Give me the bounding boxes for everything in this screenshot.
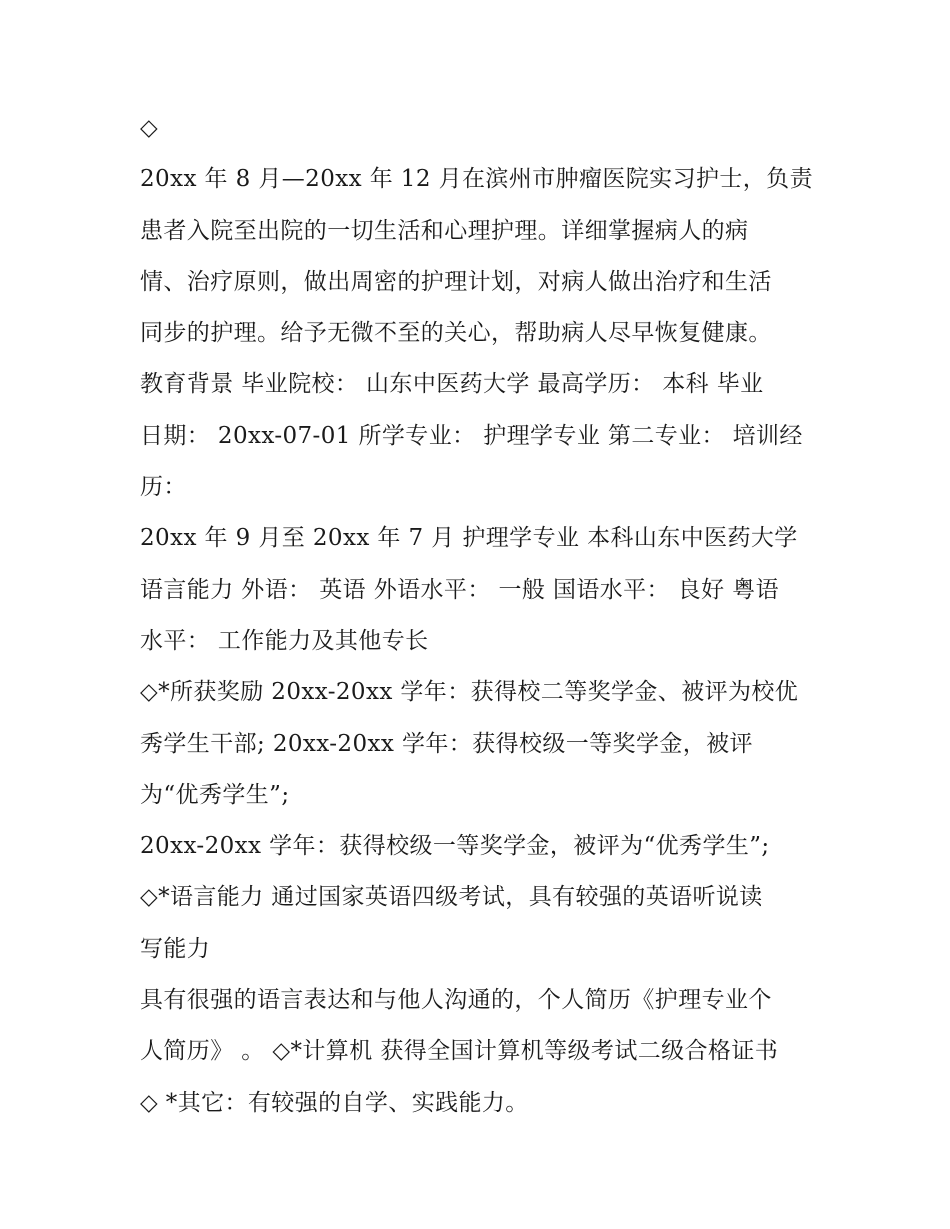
language-ability-line-1: ◇*语言能力 通过国家英语四级考试，具有较强的英语听说读 bbox=[140, 884, 763, 911]
internship-line-3: 情、治疗原则，做出周密的护理计划，对病人做出治疗和生活 bbox=[140, 268, 772, 295]
education-line-3: 历： bbox=[140, 474, 187, 501]
training-line: 20xx 年 9 月至 20xx 年 7 月 护理学专业 本科山东中医药大学 bbox=[140, 525, 798, 552]
bullet-line: ◇ bbox=[140, 115, 159, 141]
internship-line-1: 20xx 年 8 月—20xx 年 12 月在滨州市肿瘤医院实习护士，负责 bbox=[140, 166, 813, 193]
resume-text-body bbox=[140, 103, 820, 1129]
language-line-2: 水平： 工作能力及其他专长 bbox=[140, 627, 429, 654]
language-ability-line-2: 写能力 bbox=[140, 935, 211, 962]
awards-line-4: 20xx-20xx 学年：获得校级一等奖学金，被评为“优秀学生”; bbox=[140, 833, 770, 860]
internship-line-2: 患者入院至出院的一切生活和心理护理。详细掌握病人的病 bbox=[140, 217, 749, 244]
education-line-1: 教育背景 毕业院校： 山东中医药大学 最高学历： 本科 毕业 bbox=[140, 371, 764, 398]
internship-line-4: 同步的护理。给予无微不至的关心，帮助病人尽早恢复健康。 bbox=[140, 320, 772, 347]
awards-line-1: ◇*所获奖励 20xx-20xx 学年：获得校二等奖学金、被评为校优 bbox=[140, 679, 799, 706]
other-skills-line: ◇ *其它：有较强的自学、实践能力。 bbox=[140, 1089, 529, 1116]
awards-line-3: 为“优秀学生”; bbox=[140, 781, 290, 808]
education-line-2: 日期： 20xx-07-01 所学专业： 护理学专业 第二专业： 培训经 bbox=[140, 422, 803, 449]
awards-line-2: 秀学生干部; 20xx-20xx 学年：获得校级一等奖学金，被评 bbox=[140, 730, 753, 757]
communication-line-2: 人简历》 。 ◇*计算机 获得全国计算机等级考试二级合格证书 bbox=[140, 1038, 779, 1065]
language-line-1: 语言能力 外语： 英语 外语水平： 一般 国语水平： 良好 粤语 bbox=[140, 576, 779, 603]
communication-line-1: 具有很强的语言表达和与他人沟通的，个人简历《护理专业个 bbox=[140, 987, 772, 1014]
